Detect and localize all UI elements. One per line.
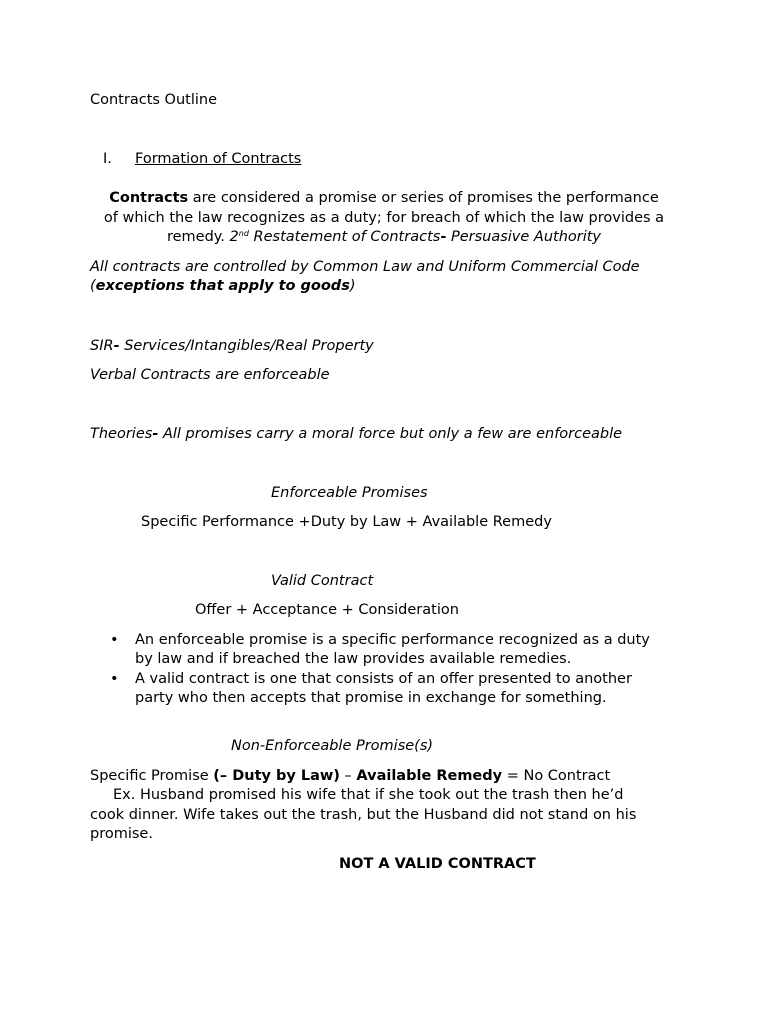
definition-line-1: Contracts are considered a promise or series of promises the performance <box>109 190 659 206</box>
controlled-line-2: (exceptions that apply to goods) <box>90 278 356 294</box>
example-line-3: promise. <box>90 826 153 842</box>
valid-formula: Offer + Acceptance + Consideration <box>195 602 459 618</box>
non-enforceable-formula: Specific Promise (– Duty by Law) – Available Remedy = No Contract <box>90 768 611 784</box>
controlled-line-1: All contracts are controlled by Common Law and Uniform Commercial Code <box>90 259 640 275</box>
section-title: Formation of Contracts <box>135 151 302 167</box>
example-line-1: Ex. Husband promised his wife that if she took out the trash then he’d <box>113 787 624 803</box>
verdict-text: NOT A VALID CONTRACT <box>339 856 536 872</box>
bullet-text: An enforceable promise is a specific performance recognized as a duty <box>135 632 650 648</box>
bullet-icon: • <box>110 671 119 687</box>
bullet-text: A valid contract is one that consists of an offer presented to another <box>135 671 632 687</box>
section-numeral: I. <box>103 151 112 167</box>
bullet-text-continued: party who then accepts that promise in exchange for something. <box>135 690 607 706</box>
valid-heading: Valid Contract <box>271 573 374 589</box>
example-line-2: cook dinner. Wife takes out the trash, but the Husband did not stand on his <box>90 807 637 823</box>
enforceable-heading: Enforceable Promises <box>271 485 428 501</box>
sir-line: SIR- Services/Intangibles/Real Property <box>90 338 374 354</box>
verbal-line: Verbal Contracts are enforceable <box>90 367 330 383</box>
non-enforceable-heading: Non-Enforceable Promise(s) <box>231 738 434 754</box>
definition-line-3: remedy. 2nd Restatement of Contracts- Persuasive Authority <box>166 229 602 245</box>
theories-line: Theories- All promises carry a moral force but only a few are enforceable <box>90 426 623 442</box>
enforceable-formula: Specific Performance +Duty by Law + Available Remedy <box>141 514 552 530</box>
bullet-icon: • <box>110 632 119 648</box>
bullet-text-continued: by law and if breached the law provides available remedies. <box>135 651 572 667</box>
definition-line-2: of which the law recognizes as a duty; for breach of which the law provides a <box>103 210 665 226</box>
document-title: Contracts Outline <box>90 92 217 108</box>
